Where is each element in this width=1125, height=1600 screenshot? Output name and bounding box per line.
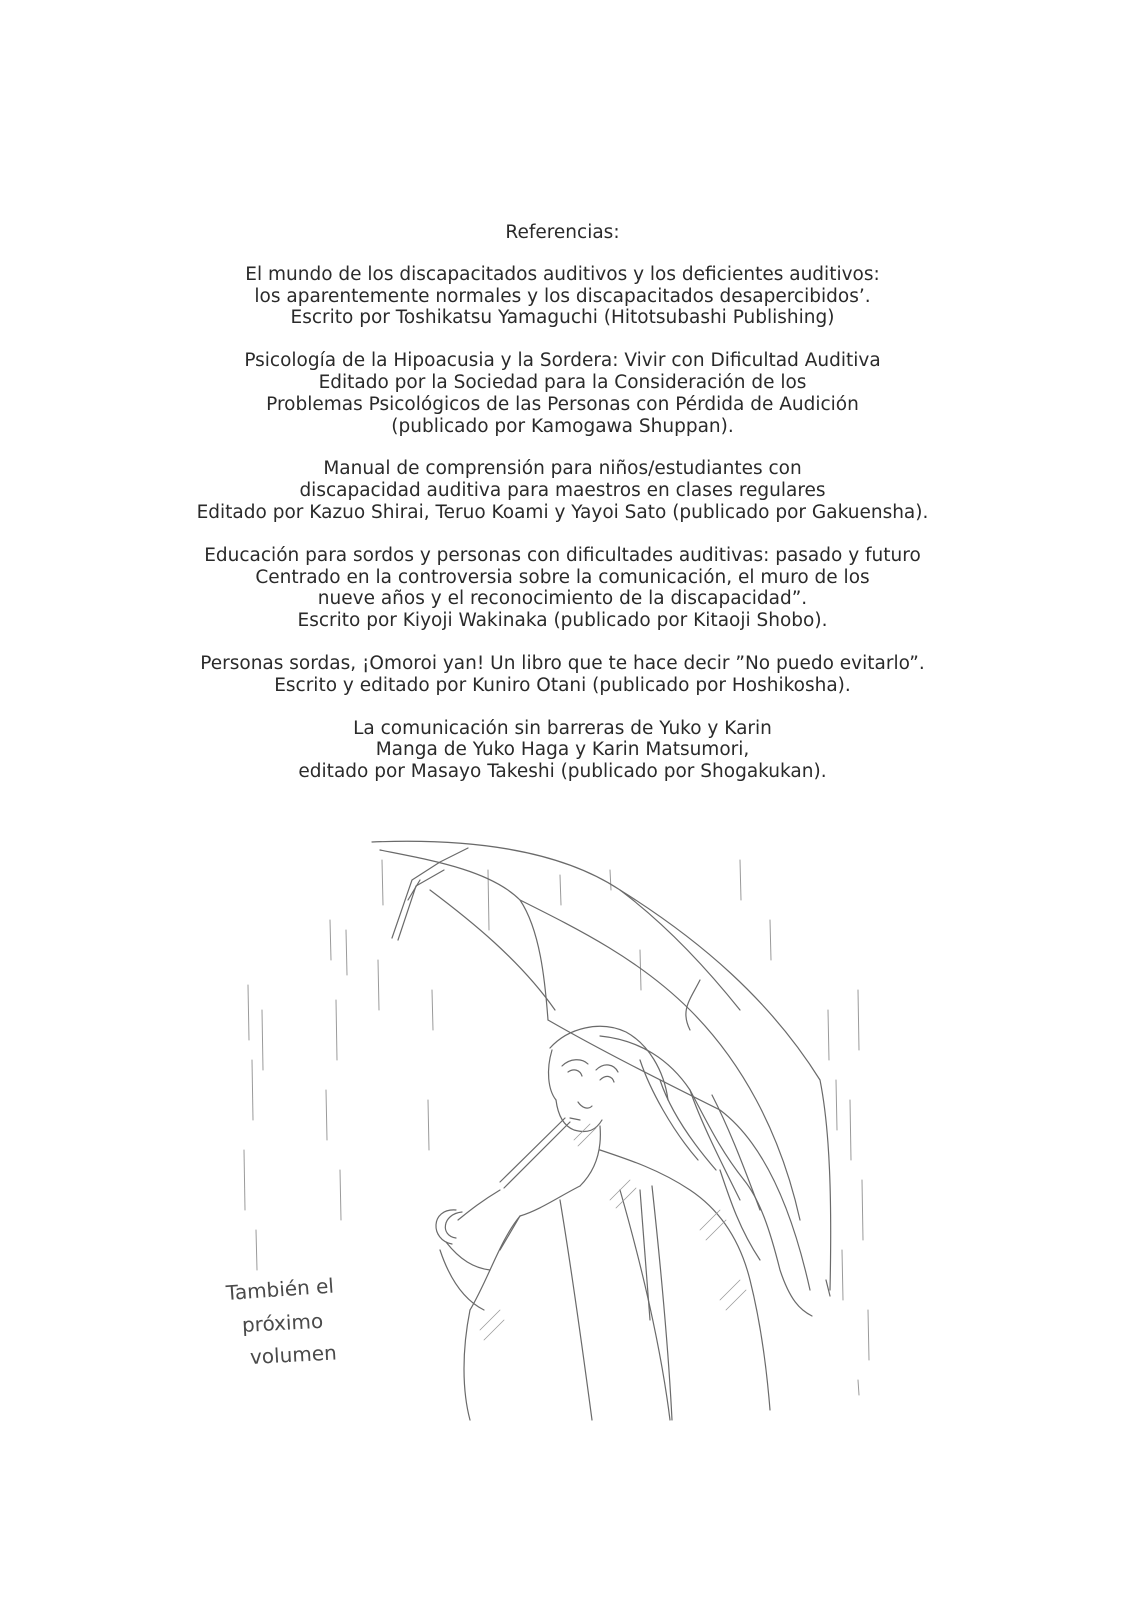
girl-with-umbrella-illustration <box>0 830 1125 1450</box>
girl-head <box>549 1026 812 1316</box>
reference-line: Editado por la Sociedad para la Consideración de los <box>318 371 807 393</box>
caption-line: próximo <box>241 1308 324 1337</box>
references-section <box>40 222 1085 804</box>
reference-entry <box>40 545 1085 632</box>
reference-line: discapacidad auditiva para maestros en clases regulares <box>299 480 826 502</box>
umbrella-canopy <box>372 841 831 1296</box>
reference-line: editado por Masayo Takeshi (publicado por Shogakukan). <box>298 761 827 783</box>
umbrella-handle <box>436 1118 570 1244</box>
reference-line: Editado por Kazuo Shirai, Teruo Koami y Yayoi Sato (publicado por Gakuensha). <box>196 501 929 523</box>
caption-line: volumen <box>249 1340 338 1369</box>
reference-entry <box>40 350 1085 437</box>
reference-line: El mundo de los discapacitados auditivos y los deficientes auditivos: <box>245 263 880 285</box>
reference-line: los aparentemente normales y los discapacitados desapercibidos’. <box>254 285 871 307</box>
reference-line: Manual de comprensión para niños/estudiantes con <box>323 458 802 480</box>
reference-line: (publicado por Kamogawa Shuppan). <box>391 415 734 437</box>
reference-entry <box>40 718 1085 783</box>
caption-line: También el <box>225 1273 335 1305</box>
pencil-shading <box>480 1124 746 1340</box>
reference-line: nueve años y el reconocimiento de la discapacidad”. <box>317 588 808 610</box>
reference-line: Escrito por Kiyoji Wakinaka (publicado por Kitaoji Shobo). <box>297 610 828 632</box>
reference-line: Educación para sordos y personas con dificultades auditivas: pasado y futuro <box>204 544 921 566</box>
next-volume-caption <box>222 1273 372 1388</box>
reference-line: Escrito y editado por Kuniro Otani (publicado por Hoshikosha). <box>274 674 851 696</box>
reference-line: Manga de Yuko Haga y Karin Matsumori, <box>375 739 750 761</box>
reference-line: Problemas Psicológicos de las Personas con Pérdida de Audición <box>266 393 859 415</box>
reference-line: La comunicación sin barreras de Yuko y Karin <box>353 717 772 739</box>
references-heading: Referencias: <box>505 222 620 243</box>
reference-line: Psicología de la Hipoacusia y la Sordera: Vivir con Dificultad Auditiva <box>244 350 881 372</box>
reference-line: Centrado en la controversia sobre la comunicación, el muro de los <box>255 566 870 588</box>
reference-entry <box>40 458 1085 523</box>
reference-line: Escrito por Toshikatsu Yamaguchi (Hitotsubashi Publishing) <box>290 307 835 329</box>
reference-line: Personas sordas, ¡Omoroi yan! Un libro que te hace decir ”No puedo evitarlo”. <box>200 652 925 674</box>
reference-entry <box>40 653 1085 697</box>
reference-entry <box>40 264 1085 329</box>
